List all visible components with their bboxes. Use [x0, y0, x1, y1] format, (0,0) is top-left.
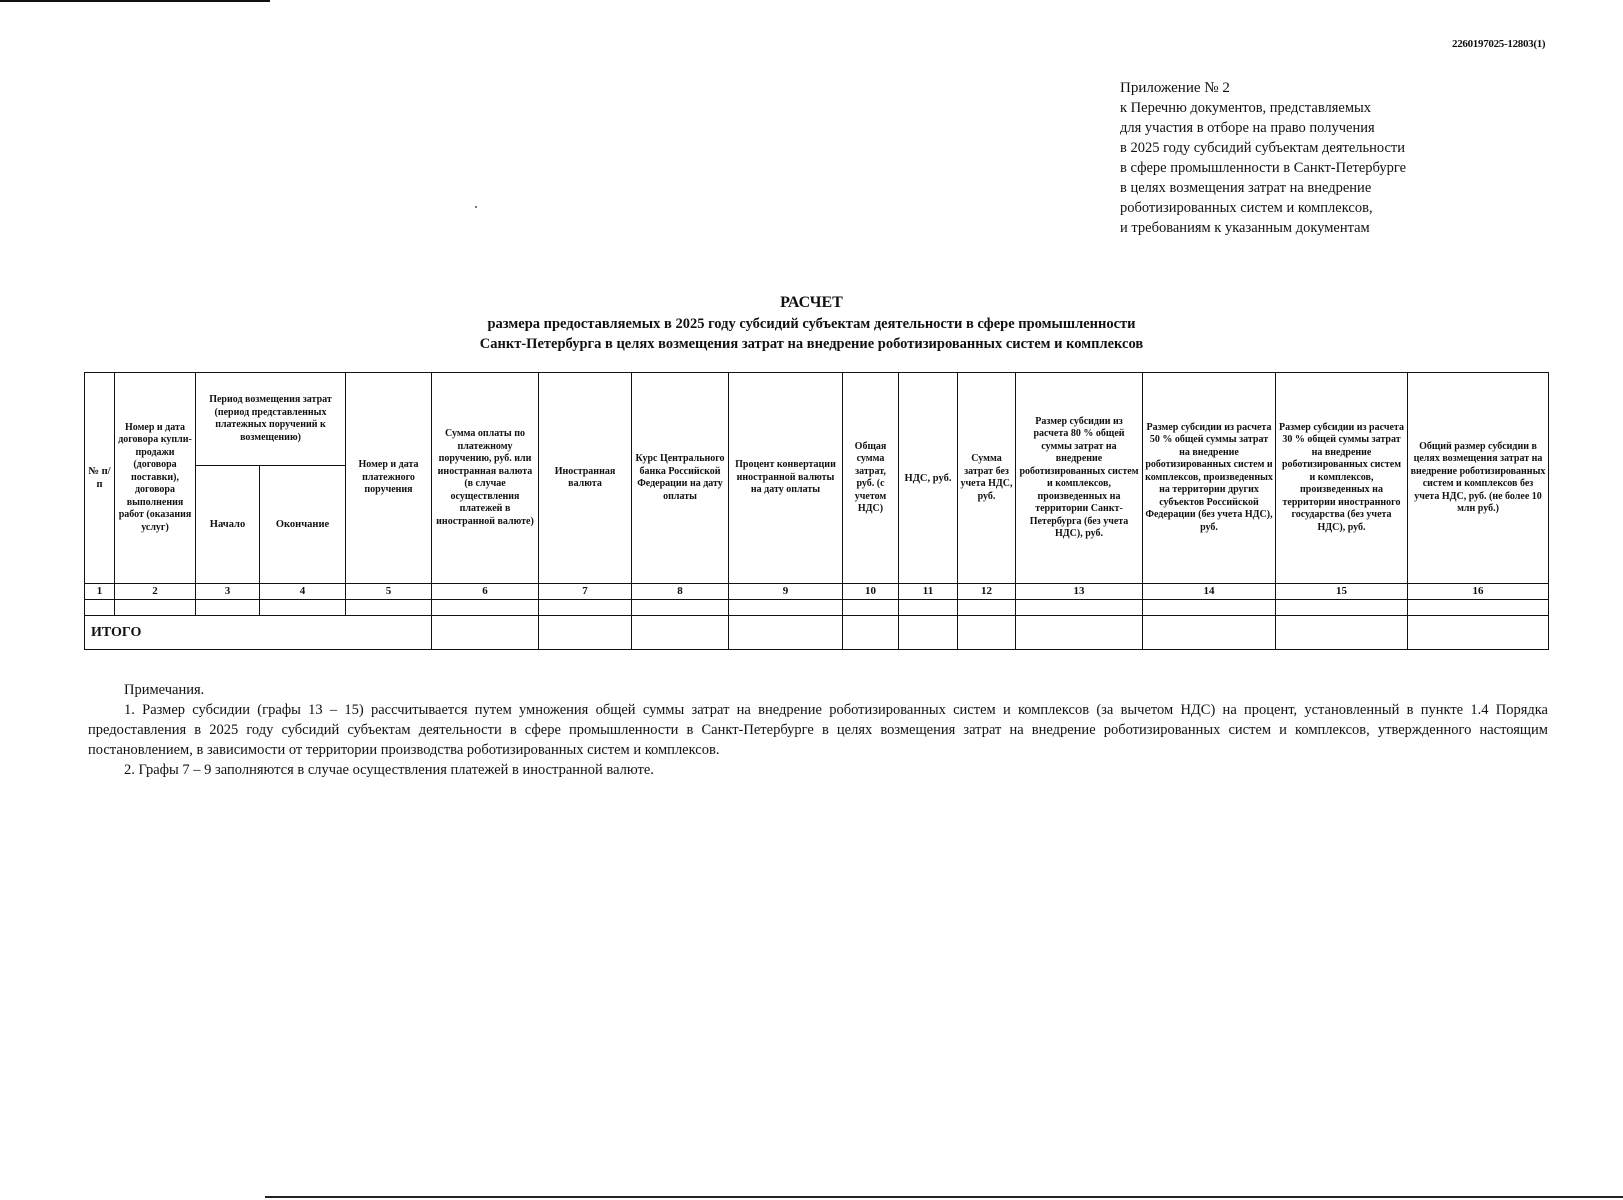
column-number: 15 — [1276, 584, 1408, 600]
column-number: 10 — [843, 584, 899, 600]
total-cell[interactable] — [632, 616, 729, 650]
total-label: ИТОГО — [85, 616, 432, 650]
column-number: 1 — [85, 584, 115, 600]
table-cell[interactable] — [729, 600, 843, 616]
table-cell[interactable] — [1143, 600, 1276, 616]
header-period-end: Окончание — [260, 466, 346, 584]
appendix-line: и требованиям к указанным документам — [1120, 220, 1370, 236]
table-cell[interactable] — [196, 600, 260, 616]
appendix-line: для участия в отборе на право получения — [1120, 120, 1375, 136]
table-cell[interactable] — [260, 600, 346, 616]
appendix-line: к Перечню документов, представляемых — [1120, 100, 1371, 116]
notes-heading: Примечания. — [124, 682, 205, 698]
header-row-number: № п/п — [85, 373, 115, 584]
table-cell[interactable] — [539, 600, 632, 616]
header-period: Период возмещения затрат (период представленных платежных поручений к возмещению) — [196, 373, 346, 466]
column-number: 9 — [729, 584, 843, 600]
table-cell[interactable] — [1408, 600, 1549, 616]
table-cell[interactable] — [632, 600, 729, 616]
header-costs-excl-vat: Сумма затрат без учета НДС, руб. — [958, 373, 1016, 584]
column-number: 8 — [632, 584, 729, 600]
total-cell[interactable] — [1276, 616, 1408, 650]
column-number: 4 — [260, 584, 346, 600]
table-cell[interactable] — [1016, 600, 1143, 616]
column-number: 2 — [115, 584, 196, 600]
column-number: 3 — [196, 584, 260, 600]
document-title: РАСЧЕТ — [780, 294, 843, 311]
column-number: 16 — [1408, 584, 1549, 600]
column-number: 14 — [1143, 584, 1276, 600]
table-cell[interactable] — [1276, 600, 1408, 616]
header-subsidy-80: Размер субсидии из расчета 80 % общей суммы затрат на внедрение роботизированных систем и комплексов, произведенных на территории Санкт-Петербурга (без учета НДС), руб. — [1016, 373, 1143, 584]
column-number: 7 — [539, 584, 632, 600]
table-cell[interactable] — [432, 600, 539, 616]
header-total-costs: Общая сумма затрат, руб. (с учетом НДС) — [843, 373, 899, 584]
table-cell[interactable] — [85, 600, 115, 616]
total-cell[interactable] — [958, 616, 1016, 650]
header-subsidy-30: Размер субсидии из расчета 30 % общей суммы затрат на внедрение роботизированных систем и комплексов, произведенных на территории иностранного государства (без учета НДС), руб. — [1276, 373, 1408, 584]
table-cell[interactable] — [843, 600, 899, 616]
header-foreign-currency: Иностранная валюта — [539, 373, 632, 584]
header-contract: Номер и дата договора купли-продажи (договора поставки), договора выполнения работ (оказания услуг) — [115, 373, 196, 584]
table-row — [85, 600, 1549, 616]
appendix-line: в целях возмещения затрат на внедрение — [1120, 180, 1372, 196]
document-subtitle-line-1: размера предоставляемых в 2025 году субсидий субъектам деятельности в сфере промышленности — [487, 316, 1136, 332]
total-cell[interactable] — [1016, 616, 1143, 650]
header-period-start: Начало — [196, 466, 260, 584]
bottom-edge-rule — [265, 1196, 1623, 1198]
top-edge-rule — [0, 0, 270, 2]
header-payment-sum: Сумма оплаты по платежному поручению, руб. или иностранная валюта (в случае осуществления платежей в иностранной валюте) — [432, 373, 539, 584]
column-number-row — [85, 584, 1549, 600]
header-vat: НДС, руб. — [899, 373, 958, 584]
total-cell[interactable] — [432, 616, 539, 650]
notes-block — [88, 680, 1548, 780]
total-cell[interactable] — [1408, 616, 1549, 650]
total-cell[interactable] — [729, 616, 843, 650]
header-subsidy-total: Общий размер субсидии в целях возмещения затрат на внедрение роботизированных систем и комплексов без учета НДС, руб. (не более 10 млн руб.) — [1408, 373, 1549, 584]
note-item: 1. Размер субсидии (графы 13 – 15) рассчитывается путем умножения общей суммы затрат на внедрение роботизированных систем и комплексов (за вычетом НДС) на процент, установленный в пункте 1.4 Порядка предоставления в 2025 году субсидий субъектам деятельности в сфере промышленности в Санкт-Петербурге в целях возмещения затрат на внедрение роботизированных систем и комплексов, утвержденного настоящим постановлением, в зависимости от территории производства роботизированных систем и комплексов. — [88, 702, 1548, 758]
appendix-line: роботизированных систем и комплексов, — [1120, 200, 1373, 216]
scan-speck — [475, 206, 477, 208]
header-cbr-rate: Курс Центрального банка Российской Федерации на дату оплаты — [632, 373, 729, 584]
note-item: 2. Графы 7 – 9 заполняются в случае осуществления платежей в иностранной валюте. — [124, 762, 654, 778]
total-cell[interactable] — [899, 616, 958, 650]
header-conversion-percent: Процент конвертации иностранной валюты на дату оплаты — [729, 373, 843, 584]
column-number: 12 — [958, 584, 1016, 600]
total-cell[interactable] — [539, 616, 632, 650]
document-subtitle-line-2: Санкт-Петербурга в целях возмещения затрат на внедрение роботизированных систем и комплексов — [479, 336, 1144, 352]
calculation-table — [84, 372, 1549, 650]
column-number: 11 — [899, 584, 958, 600]
total-row — [85, 616, 1549, 650]
appendix-line: в 2025 году субсидий субъектам деятельности — [1120, 140, 1406, 156]
table-cell[interactable] — [899, 600, 958, 616]
table-cell[interactable] — [346, 600, 432, 616]
document-number: 2260197025-12803(1) — [1452, 38, 1546, 50]
total-cell[interactable] — [1143, 616, 1276, 650]
header-subsidy-50: Размер субсидии из расчета 50 % общей суммы затрат на внедрение роботизированных систем и комплексов, произведенных на территории других субъектов Российской Федерации (без учета НДС), руб. — [1143, 373, 1276, 584]
header-payment-order: Номер и дата платежного поручения — [346, 373, 432, 584]
appendix-line: в сфере промышленности в Санкт-Петербурге — [1120, 160, 1407, 176]
appendix-block — [1120, 78, 1406, 238]
table-cell[interactable] — [958, 600, 1016, 616]
column-number: 13 — [1016, 584, 1143, 600]
total-cell[interactable] — [843, 616, 899, 650]
column-number: 5 — [346, 584, 432, 600]
column-number: 6 — [432, 584, 539, 600]
appendix-heading: Приложение № 2 — [1120, 80, 1230, 96]
table-cell[interactable] — [115, 600, 196, 616]
